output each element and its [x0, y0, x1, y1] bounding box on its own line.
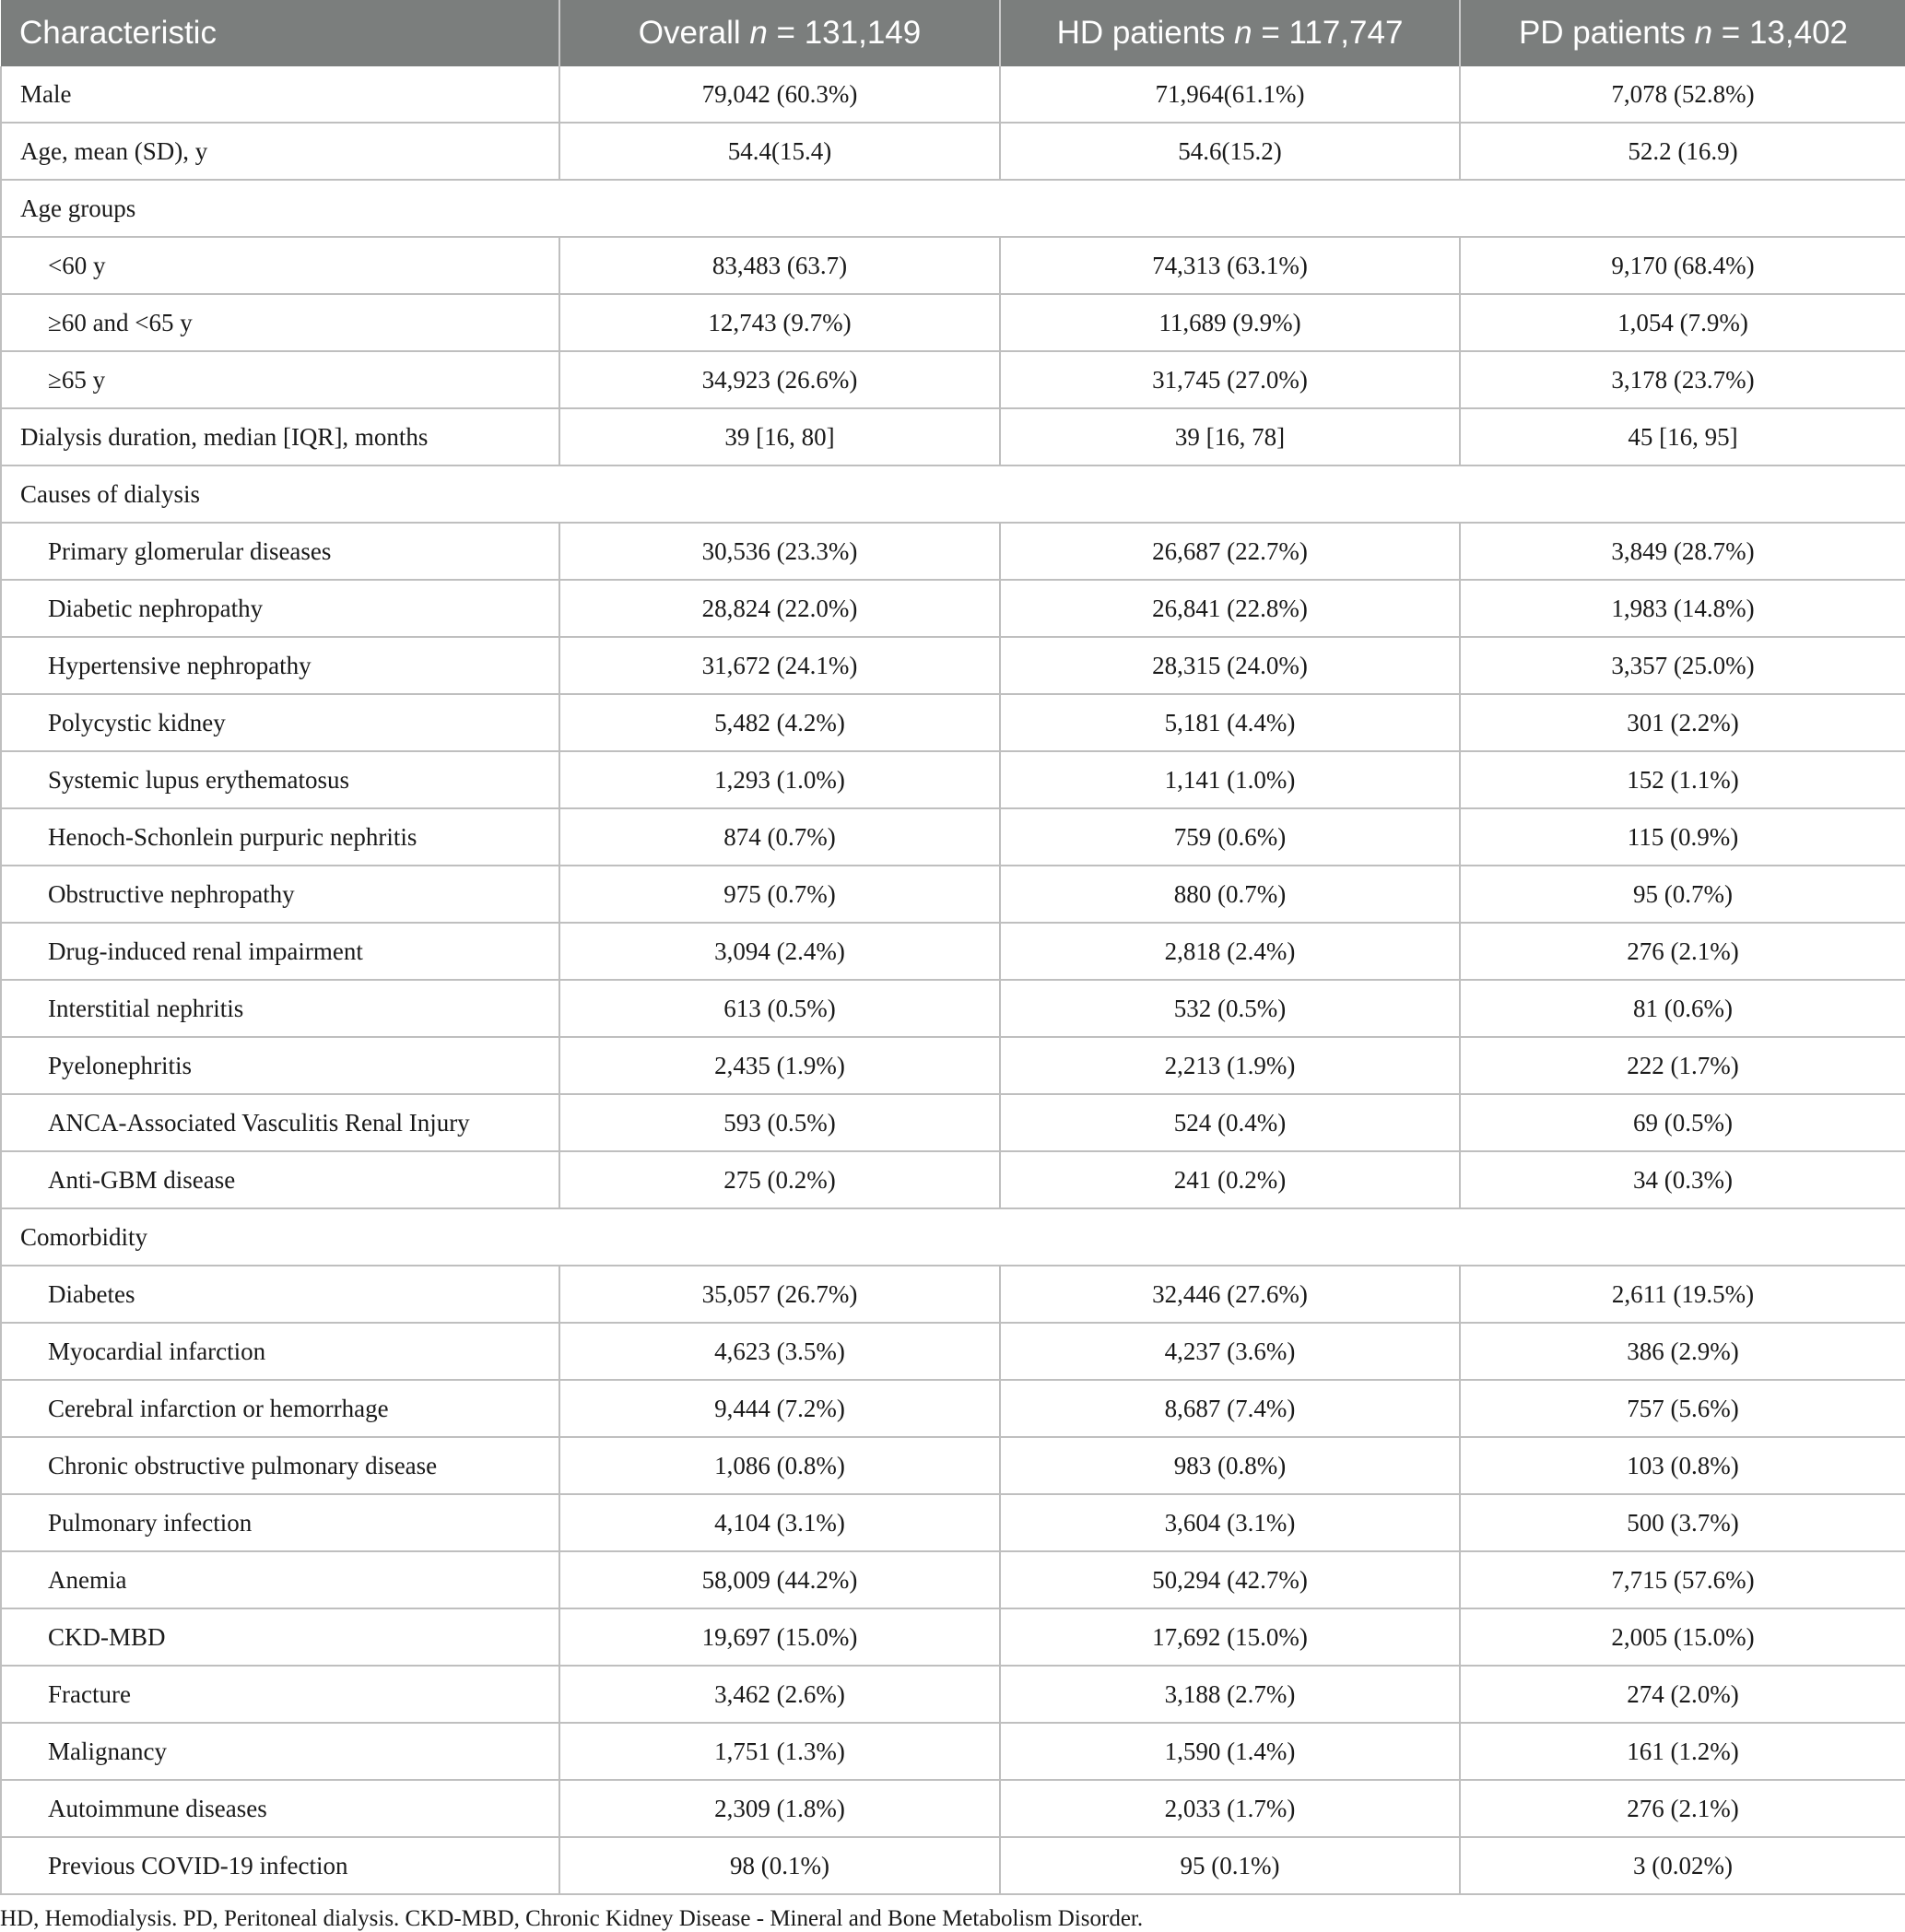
cell-overall: 613 (0.5%): [559, 980, 1000, 1037]
group-label: Causes of dialysis: [1, 465, 1905, 523]
cell-overall: 4,104 (3.1%): [559, 1494, 1000, 1551]
cell-pd: 276 (2.1%): [1460, 1780, 1905, 1837]
table-row: [1, 1037, 1905, 1094]
table-row: [1, 980, 1905, 1037]
table-row: [1, 1437, 1905, 1494]
table-row: [1, 637, 1905, 694]
row-label: Systemic lupus erythematosus: [1, 751, 559, 808]
cell-overall: 2,309 (1.8%): [559, 1780, 1000, 1837]
row-label: Age, mean (SD), y: [1, 123, 559, 180]
table-row: [1, 1551, 1905, 1608]
cell-pd: 3 (0.02%): [1460, 1837, 1905, 1894]
header-pd-n: n: [1694, 15, 1713, 51]
cell-pd: 500 (3.7%): [1460, 1494, 1905, 1551]
cell-hd: 17,692 (15.0%): [1000, 1608, 1460, 1666]
cell-pd: 7,078 (52.8%): [1460, 66, 1905, 123]
cell-hd: 3,604 (3.1%): [1000, 1494, 1460, 1551]
cell-hd: 11,689 (9.9%): [1000, 294, 1460, 351]
cell-hd: 8,687 (7.4%): [1000, 1380, 1460, 1437]
cell-overall: 275 (0.2%): [559, 1151, 1000, 1208]
table-row: [1, 1151, 1905, 1208]
table-group-row: [1, 465, 1905, 523]
header-pd-count: = 13,402: [1712, 15, 1849, 51]
row-label: Anemia: [1, 1551, 559, 1608]
table-row: [1, 1780, 1905, 1837]
row-label: Polycystic kidney: [1, 694, 559, 751]
row-label: Myocardial infarction: [1, 1323, 559, 1380]
cell-pd: 161 (1.2%): [1460, 1723, 1905, 1780]
cell-hd: 39 [16, 78]: [1000, 408, 1460, 465]
row-label: Chronic obstructive pulmonary disease: [1, 1437, 559, 1494]
cell-overall: 35,057 (26.7%): [559, 1266, 1000, 1323]
cell-hd: 26,687 (22.7%): [1000, 523, 1460, 580]
table-row: [1, 808, 1905, 866]
cell-overall: 3,462 (2.6%): [559, 1666, 1000, 1723]
row-label: Dialysis duration, median [IQR], months: [1, 408, 559, 465]
table-row: [1, 1608, 1905, 1666]
cell-overall: 1,293 (1.0%): [559, 751, 1000, 808]
table-row: [1, 1666, 1905, 1723]
table-row: [1, 66, 1905, 123]
cell-overall: 58,009 (44.2%): [559, 1551, 1000, 1608]
cell-pd: 276 (2.1%): [1460, 923, 1905, 980]
table-row: [1, 1837, 1905, 1894]
cell-hd: 95 (0.1%): [1000, 1837, 1460, 1894]
cell-hd: 3,188 (2.7%): [1000, 1666, 1460, 1723]
cell-hd: 74,313 (63.1%): [1000, 237, 1460, 294]
row-label: Cerebral infarction or hemorrhage: [1, 1380, 559, 1437]
cell-overall: 31,672 (24.1%): [559, 637, 1000, 694]
table-row: [1, 694, 1905, 751]
cell-pd: 2,611 (19.5%): [1460, 1266, 1905, 1323]
cell-pd: 52.2 (16.9): [1460, 123, 1905, 180]
header-hd-n: n: [1234, 15, 1252, 51]
row-label: Pyelonephritis: [1, 1037, 559, 1094]
cell-overall: 34,923 (26.6%): [559, 351, 1000, 408]
header-characteristic: Characteristic: [1, 0, 559, 66]
cell-hd: 50,294 (42.7%): [1000, 1551, 1460, 1608]
cell-hd: 759 (0.6%): [1000, 808, 1460, 866]
cell-pd: 9,170 (68.4%): [1460, 237, 1905, 294]
table-row: [1, 751, 1905, 808]
table-row: [1, 408, 1905, 465]
table-row: [1, 1094, 1905, 1151]
cell-pd: 3,178 (23.7%): [1460, 351, 1905, 408]
cell-pd: 95 (0.7%): [1460, 866, 1905, 923]
cell-hd: 2,818 (2.4%): [1000, 923, 1460, 980]
table-footnote: HD, Hemodialysis. PD, Peritoneal dialysis. CKD-MBD, Chronic Kidney Disease - Mineral and Bone Metabolism Disorder.: [0, 1906, 1144, 1931]
cell-pd: 152 (1.1%): [1460, 751, 1905, 808]
table-row: [1, 351, 1905, 408]
table-row: [1, 294, 1905, 351]
cell-hd: 532 (0.5%): [1000, 980, 1460, 1037]
cell-overall: 12,743 (9.7%): [559, 294, 1000, 351]
row-label: ANCA-Associated Vasculitis Renal Injury: [1, 1094, 559, 1151]
table-group-row: [1, 1208, 1905, 1266]
cell-pd: 115 (0.9%): [1460, 808, 1905, 866]
cell-pd: 34 (0.3%): [1460, 1151, 1905, 1208]
header-hd: [1000, 0, 1460, 66]
table-row: [1, 1723, 1905, 1780]
cell-overall: 19,697 (15.0%): [559, 1608, 1000, 1666]
header-overall-count: = 131,149: [767, 15, 922, 51]
table-row: [1, 580, 1905, 637]
cell-overall: 54.4(15.4): [559, 123, 1000, 180]
cell-hd: 28,315 (24.0%): [1000, 637, 1460, 694]
cell-overall: 593 (0.5%): [559, 1094, 1000, 1151]
row-label: Anti-GBM disease: [1, 1151, 559, 1208]
header-hd-count: = 117,747: [1252, 15, 1404, 51]
cell-overall: 39 [16, 80]: [559, 408, 1000, 465]
cell-overall: 1,751 (1.3%): [559, 1723, 1000, 1780]
cell-pd: 386 (2.9%): [1460, 1323, 1905, 1380]
row-label: Pulmonary infection: [1, 1494, 559, 1551]
table-row: [1, 523, 1905, 580]
group-label: Comorbidity: [1, 1208, 1905, 1266]
table-row: [1, 923, 1905, 980]
table-row: [1, 237, 1905, 294]
row-label: Interstitial nephritis: [1, 980, 559, 1037]
table-row: [1, 1494, 1905, 1551]
cell-hd: 32,446 (27.6%): [1000, 1266, 1460, 1323]
header-row: [1, 0, 1905, 66]
cell-hd: 524 (0.4%): [1000, 1094, 1460, 1151]
cell-overall: 30,536 (23.3%): [559, 523, 1000, 580]
row-label: ≥60 and <65 y: [1, 294, 559, 351]
table-body: [1, 66, 1905, 1894]
row-label: Drug-induced renal impairment: [1, 923, 559, 980]
header-pd-label: PD patients: [1518, 15, 1695, 51]
row-label: Diabetes: [1, 1266, 559, 1323]
row-label: <60 y: [1, 237, 559, 294]
cell-overall: 83,483 (63.7): [559, 237, 1000, 294]
header-pd: [1460, 0, 1905, 66]
row-label: Autoimmune diseases: [1, 1780, 559, 1837]
cell-pd: 301 (2.2%): [1460, 694, 1905, 751]
table-row: [1, 866, 1905, 923]
cell-hd: 880 (0.7%): [1000, 866, 1460, 923]
header-overall: [559, 0, 1000, 66]
cell-pd: 45 [16, 95]: [1460, 408, 1905, 465]
table-row: [1, 1323, 1905, 1380]
cell-hd: 54.6(15.2): [1000, 123, 1460, 180]
cell-overall: 5,482 (4.2%): [559, 694, 1000, 751]
cell-hd: 983 (0.8%): [1000, 1437, 1460, 1494]
cell-overall: 98 (0.1%): [559, 1837, 1000, 1894]
cell-overall: 28,824 (22.0%): [559, 580, 1000, 637]
table-row: [1, 1380, 1905, 1437]
cell-pd: 2,005 (15.0%): [1460, 1608, 1905, 1666]
cell-hd: 5,181 (4.4%): [1000, 694, 1460, 751]
cell-hd: 71,964(61.1%): [1000, 66, 1460, 123]
cell-hd: 31,745 (27.0%): [1000, 351, 1460, 408]
header-overall-label: Overall: [638, 15, 750, 51]
row-label: Diabetic nephropathy: [1, 580, 559, 637]
cell-overall: 4,623 (3.5%): [559, 1323, 1000, 1380]
cell-pd: 222 (1.7%): [1460, 1037, 1905, 1094]
table-group-row: [1, 180, 1905, 237]
cell-overall: 2,435 (1.9%): [559, 1037, 1000, 1094]
cell-pd: 757 (5.6%): [1460, 1380, 1905, 1437]
cell-overall: 3,094 (2.4%): [559, 923, 1000, 980]
cell-hd: 2,213 (1.9%): [1000, 1037, 1460, 1094]
row-label: ≥65 y: [1, 351, 559, 408]
cell-overall: 874 (0.7%): [559, 808, 1000, 866]
row-label: Henoch-Schonlein purpuric nephritis: [1, 808, 559, 866]
header-overall-n: n: [749, 15, 768, 51]
cell-pd: 1,054 (7.9%): [1460, 294, 1905, 351]
cell-pd: 1,983 (14.8%): [1460, 580, 1905, 637]
cell-hd: 241 (0.2%): [1000, 1151, 1460, 1208]
group-label: Age groups: [1, 180, 1905, 237]
row-label: Primary glomerular diseases: [1, 523, 559, 580]
cell-pd: 69 (0.5%): [1460, 1094, 1905, 1151]
row-label: Fracture: [1, 1666, 559, 1723]
cell-overall: 79,042 (60.3%): [559, 66, 1000, 123]
cell-hd: 26,841 (22.8%): [1000, 580, 1460, 637]
cell-pd: 81 (0.6%): [1460, 980, 1905, 1037]
cell-hd: 1,590 (1.4%): [1000, 1723, 1460, 1780]
row-label: Male: [1, 66, 559, 123]
cell-pd: 3,849 (28.7%): [1460, 523, 1905, 580]
cell-overall: 975 (0.7%): [559, 866, 1000, 923]
row-label: Hypertensive nephropathy: [1, 637, 559, 694]
row-label: Previous COVID-19 infection: [1, 1837, 559, 1894]
table-row: [1, 1266, 1905, 1323]
cell-pd: 274 (2.0%): [1460, 1666, 1905, 1723]
cell-hd: 1,141 (1.0%): [1000, 751, 1460, 808]
row-label: CKD-MBD: [1, 1608, 559, 1666]
cell-pd: 7,715 (57.6%): [1460, 1551, 1905, 1608]
cell-pd: 3,357 (25.0%): [1460, 637, 1905, 694]
header-hd-label: HD patients: [1056, 15, 1235, 51]
cell-pd: 103 (0.8%): [1460, 1437, 1905, 1494]
cell-overall: 9,444 (7.2%): [559, 1380, 1000, 1437]
row-label: Obstructive nephropathy: [1, 866, 559, 923]
table-row: [1, 123, 1905, 180]
row-label: Malignancy: [1, 1723, 559, 1780]
cell-overall: 1,086 (0.8%): [559, 1437, 1000, 1494]
cell-hd: 4,237 (3.6%): [1000, 1323, 1460, 1380]
cell-hd: 2,033 (1.7%): [1000, 1780, 1460, 1837]
